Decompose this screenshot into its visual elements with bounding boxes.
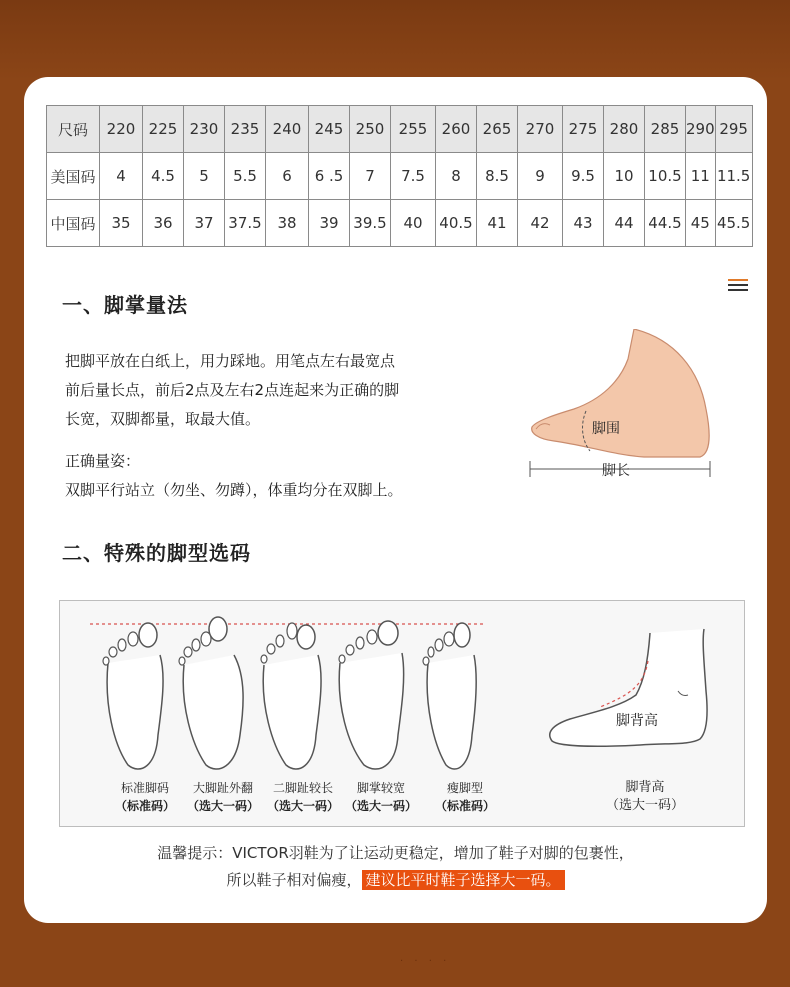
size-cell: 8 bbox=[436, 153, 477, 200]
size-cell: 240 bbox=[266, 106, 309, 153]
size-cell: 40.5 bbox=[436, 200, 477, 247]
size-cell: 285 bbox=[645, 106, 686, 153]
bunion-foot-icon bbox=[178, 615, 248, 775]
size-cell: 35 bbox=[100, 200, 143, 247]
size-cell: 235 bbox=[225, 106, 266, 153]
slim-foot-icon bbox=[420, 615, 482, 775]
size-row-label: 中国码 bbox=[47, 200, 100, 247]
tip-line-2 bbox=[24, 867, 767, 894]
size-cell: 280 bbox=[604, 106, 645, 153]
size-cell: 8.5 bbox=[477, 153, 518, 200]
instep-label: 脚背高 bbox=[616, 713, 658, 729]
size-cell: 295 bbox=[715, 106, 752, 153]
size-cell: 225 bbox=[143, 106, 184, 153]
size-table-row bbox=[47, 106, 753, 153]
page-background-top bbox=[0, 0, 790, 80]
size-cell: 37.5 bbox=[225, 200, 266, 247]
tip-line-1: 温馨提示：VICTOR羽鞋为了让运动更稳定，增加了鞋子对脚的包裹性， bbox=[157, 844, 634, 862]
measure-instructions bbox=[65, 347, 399, 434]
long-second-toe-foot-icon bbox=[258, 615, 328, 775]
girth-label: 脚围 bbox=[592, 421, 620, 437]
size-cell: 9 bbox=[518, 153, 563, 200]
foot-type-advice: （标准码） bbox=[434, 799, 495, 813]
size-cell: 39 bbox=[309, 200, 350, 247]
posture-label: 正确量姿： bbox=[65, 452, 141, 470]
size-cell: 220 bbox=[100, 106, 143, 153]
size-cell: 10 bbox=[604, 153, 645, 200]
size-cell: 11 bbox=[686, 153, 716, 200]
size-cell: 255 bbox=[391, 106, 436, 153]
size-cell: 290 bbox=[686, 106, 716, 153]
measure-line: 长宽，双脚都量，取最大值。 bbox=[65, 410, 261, 428]
size-cell: 5 bbox=[184, 153, 225, 200]
size-cell: 43 bbox=[563, 200, 604, 247]
size-cell: 11.5 bbox=[715, 153, 752, 200]
section2-title: 二、特殊的脚型选码 bbox=[62, 541, 251, 565]
foot-type-name: 脚背高 bbox=[625, 780, 665, 795]
size-cell: 44.5 bbox=[645, 200, 686, 247]
size-cell: 42 bbox=[518, 200, 563, 247]
decorative-dots: · · · · bbox=[400, 956, 451, 967]
size-cell: 260 bbox=[436, 106, 477, 153]
size-cell: 7 bbox=[350, 153, 391, 200]
size-cell: 6 bbox=[266, 153, 309, 200]
size-cell: 230 bbox=[184, 106, 225, 153]
section1-title: 一、脚掌量法 bbox=[62, 293, 188, 317]
foot-type-advice: （选大一码） bbox=[186, 799, 259, 813]
foot-type-name: 瘦脚型 bbox=[446, 781, 483, 795]
foot-type-slim bbox=[420, 615, 510, 815]
size-cell: 38 bbox=[266, 200, 309, 247]
foot-measure-illustration bbox=[524, 329, 724, 487]
size-cell: 41 bbox=[477, 200, 518, 247]
posture-block bbox=[65, 447, 403, 505]
size-guide-card bbox=[24, 77, 767, 923]
size-row-label: 尺码 bbox=[47, 106, 100, 153]
size-cell: 265 bbox=[477, 106, 518, 153]
size-cell: 45 bbox=[686, 200, 716, 247]
size-cell: 45.5 bbox=[715, 200, 752, 247]
size-cell: 44 bbox=[604, 200, 645, 247]
size-cell: 7.5 bbox=[391, 153, 436, 200]
foot-type-advice: （选大一码） bbox=[605, 798, 684, 813]
foot-type-advice: （标准码） bbox=[114, 799, 175, 813]
foot-type-name: 二脚趾较长 bbox=[272, 781, 333, 795]
size-cell: 36 bbox=[143, 200, 184, 247]
measure-line: 前后量长点，前后2点及左右2点连起来为正确的脚 bbox=[65, 381, 400, 399]
size-table-row bbox=[47, 153, 753, 200]
foot-type-advice: （选大一码） bbox=[344, 799, 417, 813]
foot-type-advice: （选大一码） bbox=[266, 799, 339, 813]
size-table-row bbox=[47, 200, 753, 247]
foot-types-panel bbox=[59, 600, 745, 827]
size-cell: 4.5 bbox=[143, 153, 184, 200]
foot-type-high-instep bbox=[580, 779, 710, 815]
foot-type-name: 脚掌较宽 bbox=[356, 781, 405, 795]
tip-highlight: 建议比平时鞋子选择大一码。 bbox=[362, 870, 565, 890]
foot-type-name: 标准脚码 bbox=[120, 781, 169, 795]
size-cell: 9.5 bbox=[563, 153, 604, 200]
size-table bbox=[46, 105, 753, 247]
size-cell: 275 bbox=[563, 106, 604, 153]
standard-foot-icon bbox=[100, 615, 170, 775]
size-cell: 10.5 bbox=[645, 153, 686, 200]
tip-prefix: 所以鞋子相对偏瘦， bbox=[226, 871, 362, 889]
foot-type-name: 大脚趾外翻 bbox=[192, 781, 253, 795]
size-cell: 4 bbox=[100, 153, 143, 200]
size-cell: 37 bbox=[184, 200, 225, 247]
size-cell: 39.5 bbox=[350, 200, 391, 247]
size-cell: 40 bbox=[391, 200, 436, 247]
size-cell: 245 bbox=[309, 106, 350, 153]
size-cell: 6 .5 bbox=[309, 153, 350, 200]
size-row-label: 美国码 bbox=[47, 153, 100, 200]
size-cell: 250 bbox=[350, 106, 391, 153]
size-cell: 5.5 bbox=[225, 153, 266, 200]
wide-foot-icon bbox=[336, 615, 408, 775]
length-label: 脚长 bbox=[602, 463, 630, 479]
measure-line: 把脚平放在白纸上，用力踩地。用笔点左右最宽点 bbox=[65, 352, 396, 370]
posture-text: 双脚平行站立（勿坐、勿蹲），体重均分在双脚上。 bbox=[65, 481, 403, 499]
size-cell: 270 bbox=[518, 106, 563, 153]
hamburger-menu-icon[interactable] bbox=[728, 279, 748, 291]
